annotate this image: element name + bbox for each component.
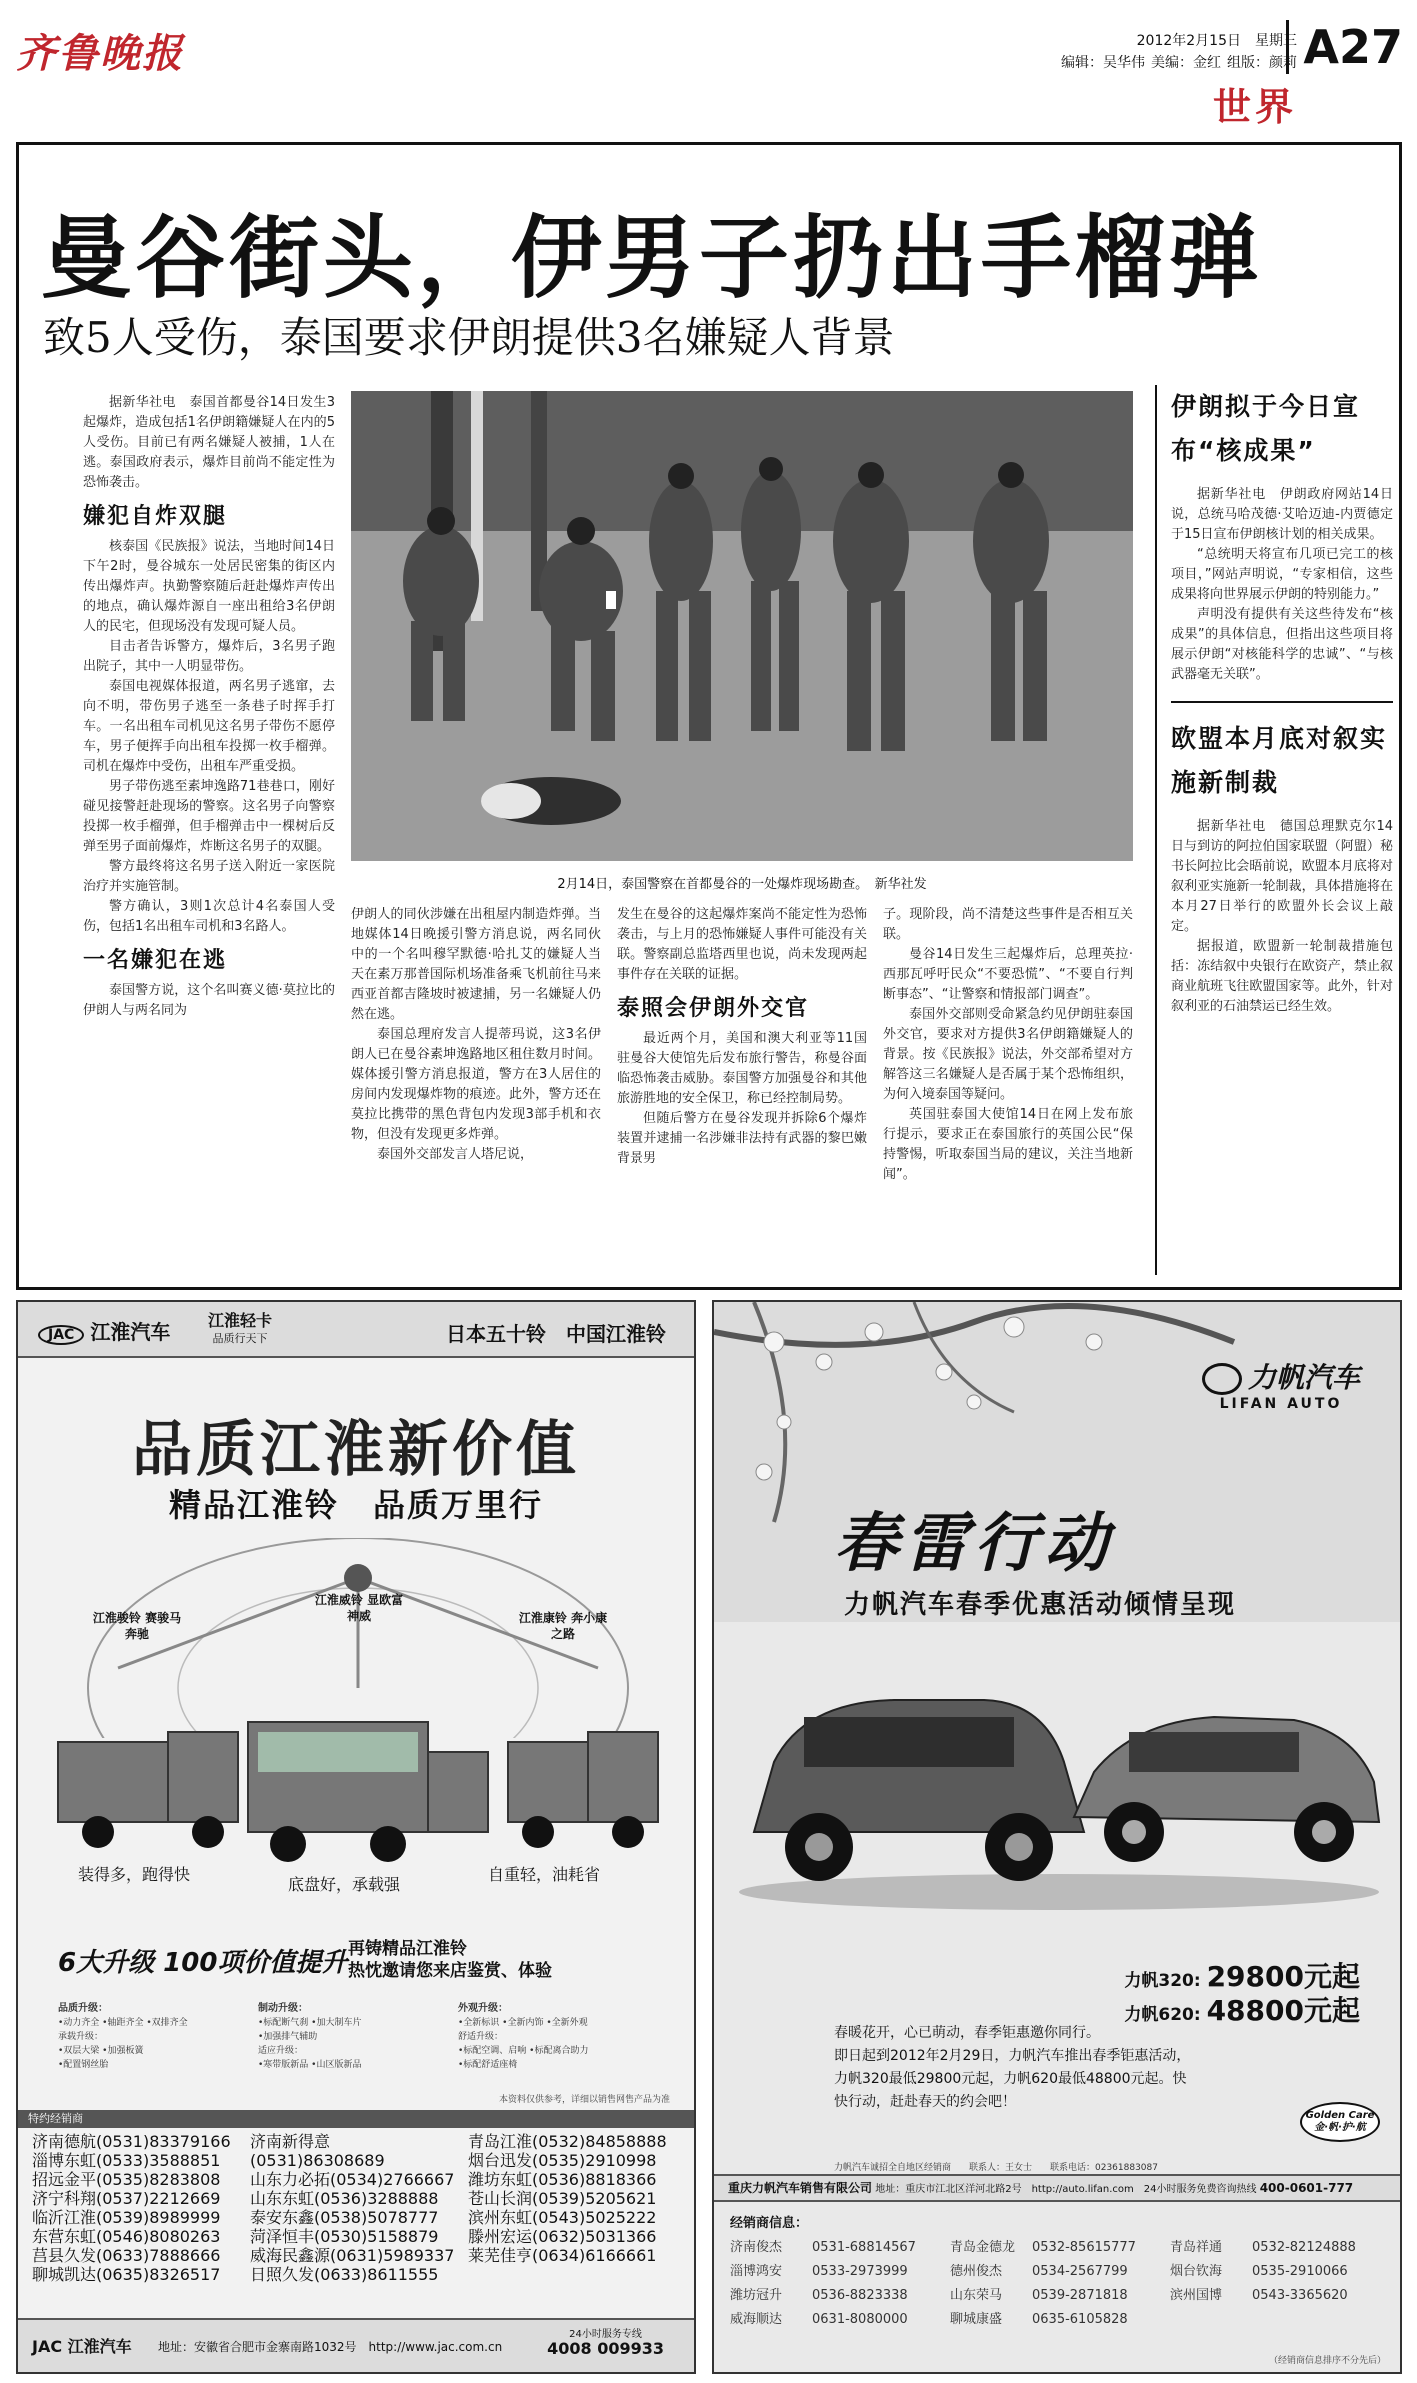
jac-hotline-number: 4008 009933 bbox=[547, 2339, 664, 2358]
article-paragraph: 但随后警方在曼谷发现并拆除6个爆炸装置并逮捕一名涉嫌非法持有武器的黎巴嫩背景男 bbox=[617, 1111, 867, 1166]
lifan-dealer-column bbox=[730, 2236, 950, 2332]
dealer-name: 德州俊杰 bbox=[950, 2264, 1003, 2279]
dealer-phone: 0533-2973999 bbox=[812, 2264, 908, 2279]
price-320-label: 力帆320: bbox=[1124, 1971, 1201, 1991]
spec-group-title: 品质升级： bbox=[58, 2003, 108, 2014]
article-column-1 bbox=[83, 393, 335, 1021]
lifan-footnote: （经销商信息排序不分先后） bbox=[1268, 2356, 1386, 2366]
jac-model-label-left: 江淮骏铃 赛骏马奔驰 bbox=[92, 1611, 182, 1641]
editor-credit: 编辑：吴华伟 bbox=[1061, 55, 1145, 71]
jac-bottom-bar bbox=[18, 2318, 694, 2372]
spec-line: •标配空调、启响 •标配离合助力 bbox=[458, 2046, 589, 2056]
lifan-dealer-column bbox=[1170, 2236, 1390, 2308]
jac-logo-mark: JAC bbox=[38, 1325, 84, 1345]
jac-disclaimer: 本资料仅供参考，详细以销售网售产品为准 bbox=[498, 2095, 670, 2105]
article-paragraph: 泰国外交部发言人塔尼说， bbox=[377, 1147, 534, 1162]
page-number: A27 bbox=[1286, 20, 1403, 74]
news-photo bbox=[351, 391, 1133, 861]
article-paragraph: 泰国电视媒体报道，两名男子逃窜，去向不明，带伤男子逃至一条巷子时挥手打车。一名出租车司机见这名男子带伤不愿停车，男子便挥手向出租车投掷一枚手榴弹。司机在爆炸中受伤，出租车严重受损。 bbox=[83, 679, 335, 774]
lifan-dealer-entry bbox=[1170, 2284, 1390, 2308]
jac-footer-logo-mark: JAC bbox=[32, 2337, 63, 2356]
dealer-phone: 0534-2567799 bbox=[1032, 2264, 1128, 2279]
lifan-campaign-title: 春雷行动 bbox=[834, 1506, 1114, 1581]
dealer-entry: 烟台迅发(0535)2910998 bbox=[468, 2151, 657, 2170]
section-title: 世界 bbox=[1212, 85, 1297, 129]
lifan-brand-cn: 力帆汽车 bbox=[1247, 1361, 1360, 1394]
price-620-value: 48800元起 bbox=[1206, 1994, 1360, 2027]
sidebar-paragraph: “总统明天将宣布几项已完工的核项目，”网站声明说，“专家相信，这些成果将向世界展示伊朗的特别能力。” bbox=[1171, 547, 1393, 602]
dealer-name: 滨州国博 bbox=[1170, 2288, 1223, 2303]
article-paragraph: 英国驻泰国大使馆14日在网上发布旅行提示，要求正在泰国旅行的英国公民“保持警惕，听取泰国当局的建议，关注当地新闻”。 bbox=[883, 1107, 1133, 1182]
issue-date: 2012年2月15日 bbox=[1136, 33, 1241, 49]
spec-line: •双层大梁 •加强板簧 bbox=[58, 2046, 144, 2056]
spec-line: 舒适升级： bbox=[458, 2032, 504, 2042]
lifan-cars-illustration bbox=[734, 1622, 1384, 1922]
spec-line: •加强排气辅助 bbox=[258, 2032, 318, 2042]
jac-address: 地址：安徽省合肥市金寨南路1032号 http://www.jac.com.cn bbox=[158, 2340, 503, 2354]
article-paragraph: 发生在曼谷的这起爆炸案尚不能定性为恐怖袭击，与上月的恐怖嫌疑人事件可能没有关联。警察副总监塔西里也说，尚未发现两起事件存在关联的证据。 bbox=[617, 907, 867, 982]
sidebar-paragraph: 据新华社电 伊朗政府网站14日说，总统马哈茂德·艾哈迈迪-内贾德定于15日宣布伊朗核计划的相关成果。 bbox=[1171, 487, 1393, 542]
spec-line: 适应升级： bbox=[258, 2046, 304, 2056]
light-truck-name: 江淮轻卡 bbox=[208, 1311, 273, 1330]
lifan-hotline: 400-0601-777 bbox=[1259, 2181, 1354, 2195]
dealer-column bbox=[468, 2132, 678, 2265]
lifan-dealer-entry bbox=[730, 2260, 950, 2284]
article-paragraph: 泰国总理府发言人提蒂玛说，这3名伊朗人已在曼谷素坤逸路地区租住数月时间。媒体援引警方消息报道，警方在3人居住的房间内发现爆炸物的痕迹。此外，警方还在莫拉比携带的黑色背包内发现3部手机和衣物，但没有发现更多炸弹。 bbox=[351, 1027, 601, 1142]
sidebar-headline-2: 欧盟本月底对叙实施新制裁 bbox=[1171, 724, 1388, 797]
article-column-2 bbox=[351, 905, 601, 1165]
jac-footer-brand: 江淮汽车 bbox=[67, 2337, 132, 2356]
dealer-entry: 滕州宏运(0632)5031366 bbox=[468, 2227, 657, 2246]
dealer-phone: 0531-68814567 bbox=[812, 2240, 916, 2255]
lifan-promo-text bbox=[834, 2022, 1364, 2152]
spec-line: 承载升级： bbox=[58, 2032, 104, 2042]
article-paragraph: 泰国外交部则受命紧急约见伊朗驻泰国外交官，要求对方提供3名伊朗籍嫌疑人的背景。按《民族报》说法，外交部希望对方解答这三名嫌疑人是否属于某个恐怖组织，为何入境泰国等疑问。 bbox=[883, 1007, 1133, 1102]
lifan-dealer-column bbox=[950, 2236, 1170, 2332]
dealer-entry: 聊城凯达(0635)8326517 bbox=[32, 2265, 221, 2284]
lifan-company-address: 地址：重庆市江北区洋河北路2号 http://auto.lifan.com 24小时服务免费咨询热线 bbox=[875, 2184, 1257, 2195]
jac-spec-list bbox=[58, 2002, 658, 2092]
dealer-name: 青岛祥通 bbox=[1170, 2240, 1223, 2255]
promo-line: 力帆320最低29800元起，力帆620最低48800元起。快 bbox=[834, 2071, 1187, 2087]
dealer-phone: 0631-8080000 bbox=[812, 2312, 908, 2327]
dealer-entry: 济南德航(0531)83379166 bbox=[32, 2132, 231, 2151]
spec-group-title: 外观升级： bbox=[458, 2003, 508, 2014]
main-article bbox=[16, 142, 1402, 1290]
lifan-price-320 bbox=[1124, 1962, 1360, 1996]
photo-caption: 2月14日，泰国警察在首都曼谷的一处爆炸现场勘查。 新华社发 bbox=[557, 877, 927, 892]
article-subheading: 泰照会伊朗外交官 bbox=[617, 996, 810, 1021]
dealer-name: 威海顺达 bbox=[730, 2312, 783, 2327]
lifan-dealers-title: 经销商信息： bbox=[730, 2216, 809, 2231]
dealer-entry: 招远金平(0535)8283808 bbox=[32, 2170, 221, 2189]
dealer-entry: 潍坊东虹(0536)8818366 bbox=[468, 2170, 657, 2189]
jac-upgrade-headline: 6大升级 100项价值提升 bbox=[58, 1948, 348, 1978]
article-paragraph: 最近两个月，美国和澳大利亚等11国驻曼谷大使馆先后发布旅行警告，称曼谷面临恐怖袭击威胁。泰国警方加强曼谷和其他旅游胜地的安全保卫，称已经控制局势。 bbox=[617, 1031, 867, 1106]
lifan-dealer-entry bbox=[950, 2284, 1170, 2308]
article-paragraph: 曼谷14日发生三起爆炸后，总理英拉·西那瓦呼吁民众“不要恐慌”、“不要自行判断事态”、“让警察和情报部门调查”。 bbox=[883, 947, 1133, 1002]
dealer-entry: 济宁科翔(0537)2212669 bbox=[32, 2189, 221, 2208]
jac-hotline-box bbox=[547, 2328, 664, 2356]
dealer-phone: 0543-3365620 bbox=[1252, 2288, 1348, 2303]
lifan-brand-en: LIFAN AUTO bbox=[1219, 1396, 1343, 1412]
jac-footer-logo bbox=[32, 2334, 132, 2357]
dealer-name: 烟台钦海 bbox=[1170, 2264, 1223, 2279]
jac-light-truck-brand bbox=[208, 1312, 272, 1348]
dealer-column bbox=[250, 2132, 460, 2284]
spec-line: •配置钢丝胎 bbox=[58, 2060, 109, 2070]
layout-credit: 组版：颜莉 bbox=[1227, 55, 1297, 71]
dealer-phone: 0635-6105828 bbox=[1032, 2312, 1128, 2327]
lifan-advertisement bbox=[712, 1300, 1402, 2374]
lifan-dealer-entry bbox=[950, 2236, 1170, 2260]
article-paragraph: 警方确认，3则1次总计4名泰国人受伤，包括1名出租车司机和3名路人。 bbox=[83, 899, 335, 934]
jac-ad-title: 品质江淮新价值 bbox=[132, 1415, 580, 1485]
dealer-entry: 东营东虹(0546)8080263 bbox=[32, 2227, 221, 2246]
dealer-entry: 威海民鑫源(0631)5989337 bbox=[250, 2246, 455, 2265]
jac-invitation: 再铸精品江淮铃 热忱邀请您来店鉴赏、体验 bbox=[348, 1939, 552, 1981]
dealer-column bbox=[32, 2132, 242, 2284]
article-paragraph: 伊朗人的同伙涉嫌在出租屋内制造炸弹。当地媒体14日晚援引警方消息说，两名同伙中的一个名叫穆罕默德·哈扎艾的嫌疑人当天在素万那普国际机场准备乘飞机前往马来西亚首都吉隆坡时被逮捕，另一名嫌疑人仍然在逃。 bbox=[351, 907, 601, 1022]
dealer-phone: 0536-8823338 bbox=[812, 2288, 908, 2303]
article-paragraph: 据新华社电 泰国首都曼谷14日发生3起爆炸，造成包括1名伊朗籍嫌疑人在内的5人受伤。目前已有两名嫌疑人被捕，1人在逃。泰国政府表示，爆炸目前尚不能定性为恐怖袭击。 bbox=[83, 395, 335, 490]
sidebar-paragraph: 据新华社电 德国总理默克尔14日与到访的阿拉伯国家联盟（阿盟）秘书长阿拉比会晤前说，欧盟本月底将对叙利亚实施新一轮制裁，具体措施将在本月27日举行的欧盟外长会议上敲定。 bbox=[1171, 819, 1393, 934]
jac-feature-3: 自重轻，油耗省 bbox=[488, 1865, 601, 1884]
dealer-entry: 淄博东虹(0533)3588851 bbox=[32, 2151, 221, 2170]
dealer-entry: 泰安东鑫(0538)5078777 bbox=[250, 2208, 439, 2227]
lifan-dealer-entry bbox=[950, 2260, 1170, 2284]
lifan-dealer-entry bbox=[1170, 2260, 1390, 2284]
spec-group-title: 制动升级： bbox=[258, 2003, 308, 2014]
dealer-name: 青岛金德龙 bbox=[950, 2240, 1016, 2255]
spec-group bbox=[458, 2002, 638, 2072]
dealer-entry: 山东力必拓(0534)2766667 bbox=[250, 2170, 455, 2189]
lifan-dealer-entry bbox=[730, 2308, 950, 2332]
article-paragraph: 男子带伤逃至素坤逸路71巷巷口，刚好碰见接警赶赴现场的警察。这名男子向警察投掷一枚手榴弹，但手榴弹击中一棵树后反弹至男子面前爆炸，炸断这名男子的双腿。 bbox=[83, 779, 335, 854]
lifan-campaign-subtitle: 力帆汽车春季优惠活动倾情呈现 bbox=[844, 1590, 1237, 1620]
spec-group bbox=[258, 2002, 438, 2072]
jac-ad-subtitle: 精品江淮铃 品质万里行 bbox=[168, 1486, 543, 1524]
article-column-4 bbox=[883, 905, 1133, 1185]
dealer-phone: 0532-85615777 bbox=[1032, 2240, 1136, 2255]
jac-hotline-label: 24小时服务专线 bbox=[569, 2329, 642, 2340]
sidebar-story-1 bbox=[1171, 485, 1393, 685]
promo-line: 春暖花开，心已萌动，春季钜惠邀你同行。 bbox=[834, 2025, 1100, 2041]
dealer-entry: 莱芜佳亨(0634)6166661 bbox=[468, 2246, 657, 2265]
jac-brand-name: 江淮汽车 bbox=[90, 1320, 171, 1344]
jac-model-label-right: 江淮康铃 奔小康之路 bbox=[518, 1611, 608, 1641]
sidebar-headline-1: 伊朗拟于今日宣布“核成果” bbox=[1171, 392, 1361, 465]
spec-line: •标配舒适座椅 bbox=[458, 2060, 518, 2070]
article-subheading: 嫌犯自炸双腿 bbox=[83, 504, 228, 529]
golden-care-badge: Golden Care 金·帆·护·航 bbox=[1300, 2102, 1380, 2142]
sidebar-divider bbox=[1171, 701, 1393, 703]
lifan-brand bbox=[1202, 1356, 1360, 1412]
lifan-dealer-recruit-note: 力帆汽车诚招全自地区经销商 联系人：王女士 联系电话：02361883087 bbox=[834, 2163, 1158, 2173]
article-paragraph: 目击者告诉警方，爆炸后，3名男子跑出院子，其中一人明显带伤。 bbox=[83, 639, 335, 674]
jac-slogan: 日本五十铃 中国江淮铃 bbox=[446, 1322, 666, 1346]
jac-top-bar bbox=[18, 1302, 694, 1358]
article-paragraph: 子。现阶段，尚不清楚这些事件是否相互关联。 bbox=[883, 907, 1133, 942]
price-620-label: 力帆620: bbox=[1124, 2005, 1201, 2025]
price-320-value: 29800元起 bbox=[1206, 1960, 1360, 1993]
page-info bbox=[1055, 30, 1297, 74]
lifan-prices bbox=[1124, 1962, 1360, 2030]
dealer-entry: 莒县久发(0633)7888666 bbox=[32, 2246, 221, 2265]
dealer-name: 淄博鸿安 bbox=[730, 2264, 783, 2279]
dealer-entry: 日照久发(0633)8611555 bbox=[250, 2265, 439, 2284]
dealer-name: 聊城康盛 bbox=[950, 2312, 1003, 2327]
dealer-entry: 苍山长润(0539)5205621 bbox=[468, 2189, 657, 2208]
dealer-name: 山东荣马 bbox=[950, 2288, 1003, 2303]
dealer-entry: 青岛江淮(0532)84858888 bbox=[468, 2132, 667, 2151]
news-sidebar bbox=[1155, 385, 1393, 1275]
lifan-dealer-entry bbox=[950, 2308, 1170, 2332]
spec-line: •动力齐全 •轴距齐全 •双排齐全 bbox=[58, 2018, 188, 2028]
newspaper-masthead: 齐鲁晚报 bbox=[16, 30, 184, 77]
dealer-name: 济南俊杰 bbox=[730, 2240, 783, 2255]
jac-dealers-header: 特约经销商 bbox=[18, 2110, 694, 2128]
dealer-name: 潍坊冠升 bbox=[730, 2288, 783, 2303]
spec-line: •全新标识 •全新内饰 •全新外观 bbox=[458, 2018, 588, 2028]
jac-advertisement bbox=[16, 1300, 696, 2374]
jac-model-label-middle: 江淮威铃 显欧富神威 bbox=[314, 1593, 404, 1623]
dealer-entry: 山东东虹(0536)3288888 bbox=[250, 2189, 439, 2208]
lifan-dealer-entry bbox=[730, 2236, 950, 2260]
article-headline: 曼谷街头，伊男子扔出手榴弹 bbox=[41, 206, 1263, 311]
light-truck-tagline: 品质行天下 bbox=[212, 1332, 268, 1345]
spec-line: •寒带版新品 •山区版新品 bbox=[258, 2060, 362, 2070]
jac-feature-1: 装得多，跑得快 bbox=[78, 1865, 191, 1884]
dealer-phone: 0535-2910066 bbox=[1252, 2264, 1348, 2279]
issue-weekday: 星期三 bbox=[1255, 33, 1297, 49]
lifan-emblem-icon bbox=[1202, 1363, 1242, 1395]
dealer-entry: 临沂江淮(0539)8989999 bbox=[32, 2208, 221, 2227]
jac-trucks-illustration bbox=[48, 1682, 668, 1862]
lifan-company-name: 重庆力帆汽车销售有限公司 bbox=[728, 2181, 873, 2195]
article-subheading: 一名嫌犯在逃 bbox=[83, 948, 228, 973]
jac-logo bbox=[38, 1316, 170, 1345]
lifan-company-bar bbox=[714, 2174, 1400, 2202]
promo-line: 快行动，赶赴春天的约会吧！ bbox=[834, 2094, 1016, 2110]
sidebar-paragraph: 声明没有提供有关这些待发布“核成果”的具体信息，但指出这些项目将展示伊朗“对核能科学的忠诚”、“与核武器毫无关联”。 bbox=[1171, 607, 1393, 682]
promo-line: 即日起到2012年2月29日，力帆汽车推出春季钜惠活动， bbox=[834, 2048, 1191, 2064]
dealer-phone: 0539-2871818 bbox=[1032, 2288, 1128, 2303]
dealer-entry: 菏泽恒丰(0530)5158879 bbox=[250, 2227, 439, 2246]
jac-feature-2: 底盘好，承载强 bbox=[288, 1875, 401, 1894]
art-editor-credit: 美编：金红 bbox=[1151, 55, 1221, 71]
article-column-3 bbox=[617, 905, 867, 1169]
spec-line: •标配断气刹 •加大制车片 bbox=[258, 2018, 362, 2028]
article-paragraph: 泰国警方说，这个名叫赛义德·莫拉比的伊朗人与两名同为 bbox=[83, 983, 335, 1018]
article-paragraph: 核泰国《民族报》说法，当地时间14日下午2时，曼谷城东一处居民密集的街区内传出爆炸声。执勤警察随后赶赴爆炸声传出的地点，确认爆炸源自一座出租给3名伊朗人的民宅，但现场没有发现可疑人员。 bbox=[83, 539, 335, 634]
dealer-phone: 0532-82124888 bbox=[1252, 2240, 1356, 2255]
spec-group bbox=[58, 2002, 238, 2072]
dealer-entry: 济南新得意(0531)86308689 bbox=[250, 2132, 385, 2170]
sidebar-paragraph: 据报道，欧盟新一轮制裁措施包括：冻结叙中央银行在欧资产，禁止叙商业航班飞往欧盟国家等。此外，针对叙利亚的石油禁运已经生效。 bbox=[1171, 939, 1393, 1014]
dealer-entry: 滨州东虹(0543)5025222 bbox=[468, 2208, 657, 2227]
lifan-dealer-entry bbox=[1170, 2236, 1390, 2260]
sidebar-story-2 bbox=[1171, 817, 1393, 1017]
article-subhead: 致5人受伤，泰国要求伊朗提供3名嫌疑人背景 bbox=[43, 313, 895, 362]
article-paragraph: 警方最终将这名男子送入附近一家医院治疗并实施管制。 bbox=[83, 859, 335, 894]
lifan-dealer-entry bbox=[730, 2284, 950, 2308]
